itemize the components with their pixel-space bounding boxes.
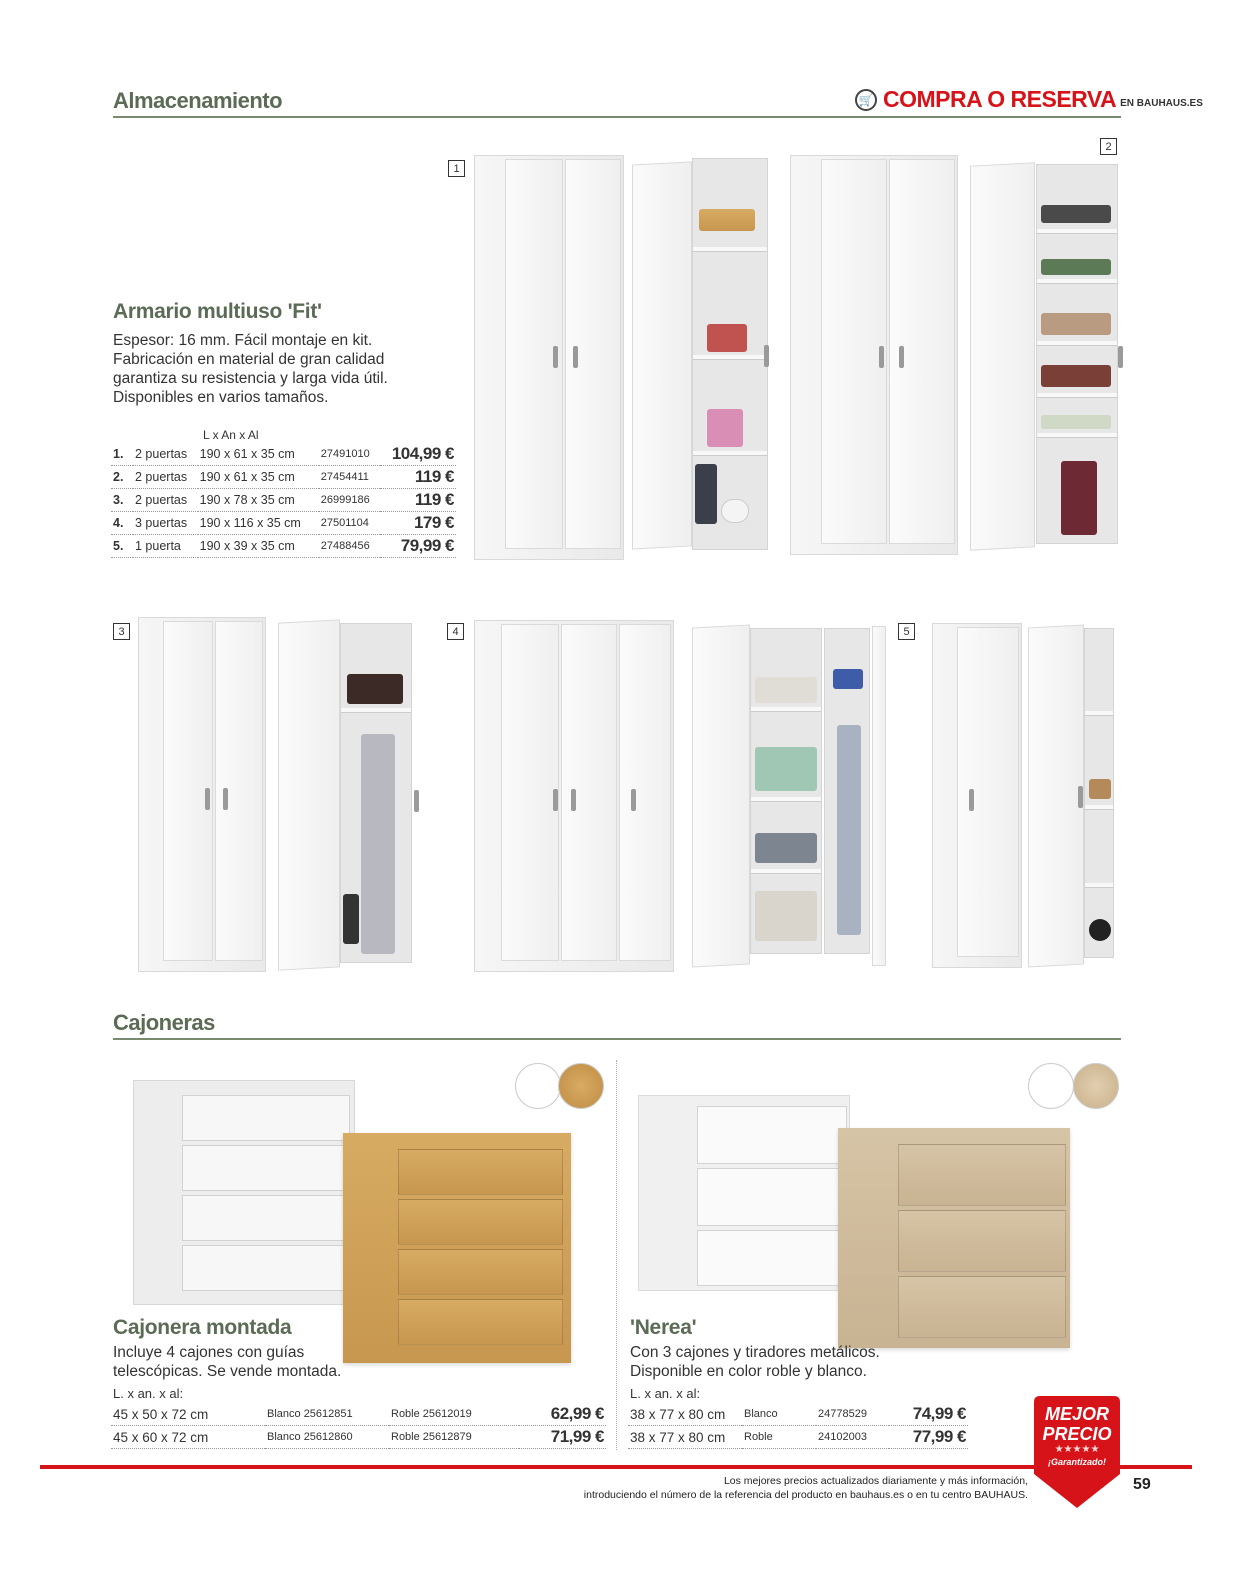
row-price: 77,99 € (889, 1426, 968, 1449)
cabinet-4-closed-image (474, 620, 674, 972)
section-divider-cajoneras (113, 1038, 1121, 1040)
row-ref: 24102003 (816, 1426, 889, 1449)
row-dims: 190 x 78 x 35 cm (198, 489, 319, 512)
cta-main[interactable]: COMPRA O RESERVA (883, 86, 1117, 112)
desc-line: Disponibles en varios tamaños. (113, 389, 329, 406)
desc-line: garantiza su resistencia y larga vida útil. (113, 370, 388, 387)
dims-header: L. x an. x al: (630, 1386, 701, 1401)
product-badge-1: 1 (448, 160, 465, 177)
desc-line: telescópicas. Se vende montada. (113, 1363, 342, 1380)
nerea-oak-image (838, 1128, 1070, 1348)
row-dims: 190 x 61 x 35 cm (198, 443, 319, 466)
row-color: Roble (742, 1426, 816, 1449)
product-title-nerea: 'Nerea' (630, 1316, 697, 1339)
row-number: 5. (111, 535, 133, 558)
row-dims: 190 x 116 x 35 cm (198, 512, 319, 535)
row-ref-blanco: Blanco 25612860 (265, 1426, 389, 1449)
badge-line: PRECIO (1042, 1424, 1112, 1444)
product-badge-4: 4 (447, 623, 464, 640)
cabinet-5-closed-image (932, 623, 1022, 968)
cabinet-3-closed-image (138, 617, 266, 972)
row-price: 74,99 € (889, 1403, 968, 1426)
row-ref: 26999186 (319, 489, 380, 512)
row-number: 3. (111, 489, 133, 512)
row-dims: 38 x 77 x 80 cm (628, 1403, 742, 1426)
dims-header: L. x an. x al: (113, 1386, 184, 1401)
row-type: 2 puertas (133, 489, 198, 512)
row-ref: 24778529 (816, 1403, 889, 1426)
row-number: 1. (111, 443, 133, 466)
row-type: 3 puertas (133, 512, 198, 535)
row-price: 79,99 € (380, 535, 456, 558)
product-description-nerea (630, 1343, 880, 1381)
table-row (111, 489, 456, 512)
desc-line: Espesor: 16 mm. Fácil montaje en kit. (113, 332, 373, 349)
cabinet-3-open-image (278, 615, 428, 975)
row-type: 2 puertas (133, 466, 198, 489)
product-description-cajonera (113, 1343, 341, 1381)
color-swatch-oak-nerea[interactable] (1073, 1063, 1119, 1109)
cabinet-2-open-image (970, 160, 1126, 555)
row-ref: 27454411 (319, 466, 380, 489)
section-title-almacenamiento: Almacenamiento (113, 88, 283, 113)
desc-line: Incluye 4 cajones con guías (113, 1344, 305, 1361)
row-dims: 190 x 61 x 35 cm (198, 466, 319, 489)
row-dims: 38 x 77 x 80 cm (628, 1426, 742, 1449)
row-price: 119 € (380, 466, 456, 489)
product-badge-5: 5 (898, 623, 915, 640)
row-price: 71,99 € (519, 1426, 606, 1449)
row-number: 4. (111, 512, 133, 535)
badge-line: ¡Garantizado! (1047, 1457, 1106, 1467)
row-ref: 27491010 (319, 443, 380, 466)
product-title-armario: Armario multiuso 'Fit' (113, 300, 322, 323)
cajonera-white-image (133, 1080, 355, 1305)
row-ref: 27488456 (319, 535, 380, 558)
product-title-cajonera-montada: Cajonera montada (113, 1316, 292, 1339)
row-dims: 190 x 39 x 35 cm (198, 535, 319, 558)
cabinet-4-open-image (692, 620, 888, 972)
row-price: 104,99 € (380, 443, 456, 466)
desc-line: Fabricación en material de gran calidad (113, 351, 385, 368)
section-title-cajoneras: Cajoneras (113, 1010, 215, 1035)
row-color: Blanco (742, 1403, 816, 1426)
column-separator (616, 1060, 617, 1450)
row-price: 179 € (380, 512, 456, 535)
nerea-spec-table (628, 1403, 968, 1449)
footer-line: Los mejores precios actualizados diariamente y más información, (723, 1475, 1028, 1487)
desc-line: Con 3 cajones y tiradores metálicos. (630, 1344, 880, 1361)
row-ref-blanco: Blanco 25612851 (265, 1403, 389, 1426)
cabinet-1-closed-image (474, 155, 624, 560)
footer-text (584, 1474, 1028, 1502)
badge-line: MEJOR (1044, 1404, 1109, 1424)
row-type: 2 puertas (133, 443, 198, 466)
table-row (111, 1403, 606, 1426)
row-type: 1 puerta (133, 535, 198, 558)
product-badge-2: 2 (1100, 138, 1117, 155)
footer-line: introduciendo el número de la referencia del producto en bauhaus.es o en tu centro BAUHAUS. (583, 1489, 1028, 1501)
desc-line: Disponible en color roble y blanco. (630, 1363, 867, 1380)
row-ref-roble: Roble 25612019 (389, 1403, 519, 1426)
product-description-armario (113, 331, 388, 407)
row-ref-roble: Roble 25612879 (389, 1426, 519, 1449)
cart-icon: 🛒 (855, 89, 877, 111)
table-row (111, 443, 456, 466)
row-number: 2. (111, 466, 133, 489)
table-row (628, 1426, 968, 1449)
row-price: 62,99 € (519, 1403, 606, 1426)
table-row (111, 535, 456, 558)
table-row (111, 466, 456, 489)
section-divider (113, 116, 1121, 118)
color-swatch-white-nerea[interactable] (1028, 1063, 1074, 1109)
row-price: 119 € (380, 489, 456, 512)
cabinet-5-open-image (1028, 620, 1118, 970)
compra-reserva-banner[interactable] (855, 86, 1203, 113)
color-swatch-wood[interactable] (558, 1063, 604, 1109)
table-row (628, 1403, 968, 1426)
mejor-precio-badge (1034, 1396, 1120, 1508)
badge-stars: ★★★★★ (1054, 1444, 1100, 1455)
row-ref: 27501104 (319, 512, 380, 535)
cajonera-spec-table (111, 1403, 606, 1449)
table-row (111, 512, 456, 535)
cabinet-2-closed-image (790, 155, 958, 555)
cabinet-1-open-image (632, 155, 772, 560)
cta-small[interactable]: EN BAUHAUS.ES (1120, 98, 1203, 109)
color-swatch-white[interactable] (515, 1063, 561, 1109)
row-dims: 45 x 60 x 72 cm (111, 1426, 265, 1449)
footer-bar (40, 1465, 1192, 1469)
table-row (111, 1426, 606, 1449)
nerea-white-image (638, 1095, 850, 1291)
armario-spec-table (111, 443, 456, 558)
row-dims: 45 x 50 x 72 cm (111, 1403, 265, 1426)
cajonera-wood-image (343, 1133, 571, 1363)
dims-header: L x An x Al (203, 428, 259, 442)
page-number: 59 (1133, 1476, 1151, 1493)
product-badge-3: 3 (113, 623, 130, 640)
